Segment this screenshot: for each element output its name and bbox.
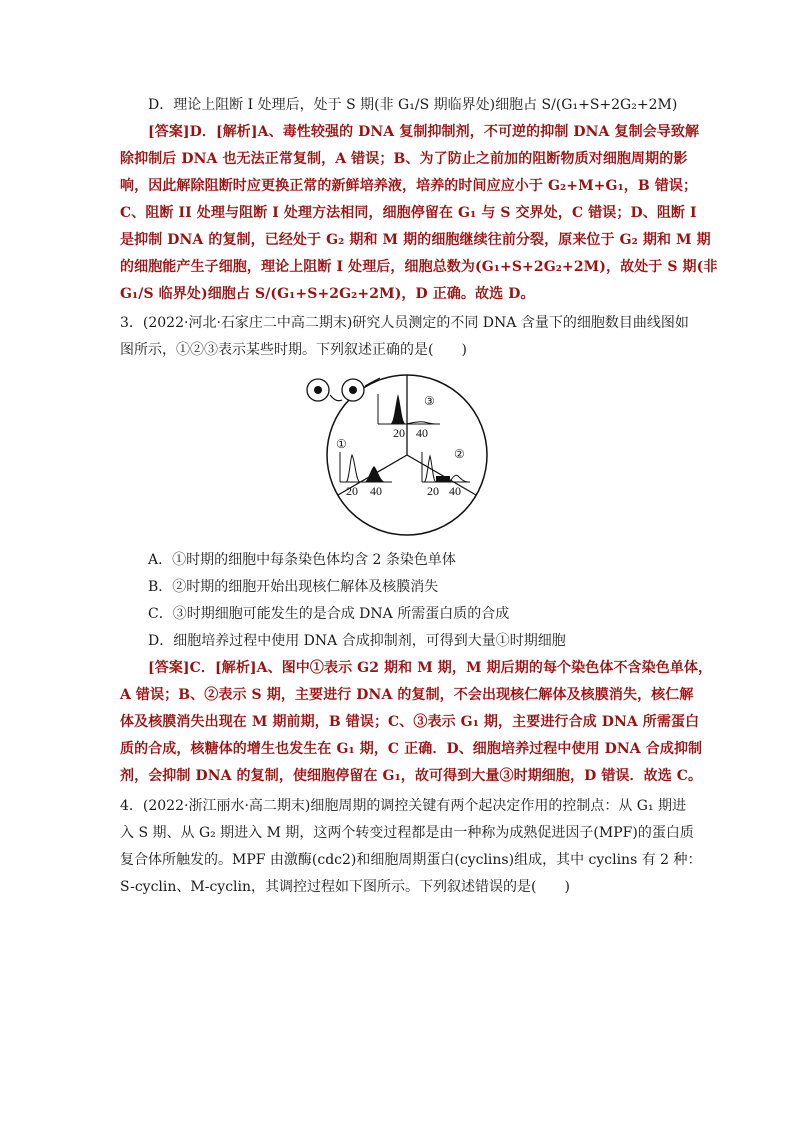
answer-line: C、阻断 II 处理与阻断 I 处理方法相同，细胞停留在 G₁ 与 S 交界处，C 错误；D、阻断 I	[120, 205, 697, 221]
answer-line: 是抑制 DNA 的复制，已经处于 G₂ 期和 M 期的细胞继续往前分裂，原来位于 G₂ 期和 M 期	[120, 232, 711, 248]
option-a: A．①时期的细胞中每条染色体均含 2 条染色单体	[148, 552, 456, 568]
question-4-stem: S-cyclin、M-cyclin，其调控过程如下图所示。下列叙述错误的是( )	[120, 879, 570, 895]
answer-line: 体及核膜消失出现在 M 期前期，B 错误；C、③表示 G₁ 期，主要进行合成 DNA 所需蛋白	[120, 714, 700, 730]
option-d: D．细胞培养过程中使用 DNA 合成抑制剂，可得到大量①时期细胞	[148, 633, 566, 649]
option-b: B．②时期的细胞开始出现核仁解体及核膜消失	[148, 579, 439, 595]
answer-line: 除抑制后 DNA 也无法正常复制，A 错误；B、为了防止之前加的阻断物质对细胞周期的影	[120, 151, 688, 167]
connector-line	[330, 395, 342, 401]
answer-line: 质的合成，核糖体的增生也发生在 G₁ 期，C 正确．D、细胞培养过程中使用 DNA 合成抑制	[120, 741, 703, 757]
question-4-stem: 4．(2022·浙江丽水·高二期末)细胞周期的调控关键有两个起决定作用的控制点：从 G₁ 期进	[120, 798, 687, 814]
question-3-stem: 3．(2022·河北·石家庄二中高二期末)研究人员测定的不同 DNA 含量下的细胞数目曲线图如	[120, 315, 689, 331]
option-c: C．③时期细胞可能发生的是合成 DNA 所需蛋白质的合成	[148, 606, 510, 622]
answer-line: 剂，会抑制 DNA 的复制，使细胞停留在 G₁，故可得到大量③时期细胞，D 错误．故选 C。	[120, 768, 703, 784]
tick-20: 20	[393, 426, 405, 440]
question-4-stem: 复合体所触发的。MPF 由激酶(cdc2)和细胞周期蛋白(cyclins)组成，其中 cyclins 有 2 种：	[120, 852, 702, 868]
tick-40: 40	[416, 426, 428, 440]
answer-line: [答案]C．[解析]A、图中①表示 G2 期和 M 期，M 期后期的每个染色体不含染色单体，	[148, 660, 713, 676]
label-1: ①	[336, 437, 347, 451]
option-d-prev: D．理论上阻断 I 处理后，处于 S 期(非 G₁/S 期临界处)细胞占 S/(G₁+S+2G₂+2M)	[148, 97, 678, 113]
question-3-stem: 图所示，①②③表示某些时期。下列叙述正确的是( )	[120, 342, 467, 358]
label-3: ③	[424, 394, 435, 408]
answer-line: 响，因此解除阻断时应更换正常的新鲜培养液，培养的时间应应小于 G₂+M+G₁，B 错误；	[120, 178, 698, 194]
answer-line: A 错误；B、②表示 S 期，主要进行 DNA 的复制，不会出现核仁解体及核膜消失，核仁解	[120, 687, 694, 703]
cell-cycle-pie-figure	[0, 0, 794, 560]
nucleus-icon	[349, 386, 357, 394]
tick-20: 20	[427, 484, 439, 498]
s-phase-block	[436, 476, 450, 482]
label-2: ②	[454, 447, 465, 461]
question-4-stem: 入 S 期、从 G₂ 期进入 M 期，这两个转变过程都是由一种称为成熟促进因子(MPF)的蛋白质	[120, 825, 694, 841]
tick-40: 40	[370, 484, 382, 498]
tick-20: 20	[346, 484, 358, 498]
answer-line: G₁/S 临界处)细胞占 S/(G₁+S+2G₂+2M)，D 正确。故选 D。	[120, 286, 535, 302]
nucleus-icon	[314, 386, 322, 394]
tick-40: 40	[449, 484, 461, 498]
answer-line: 的细胞能产生子细胞，理论上阻断 I 处理后，细胞总数为(G₁+S+2G₂+2M)，故处于 S 期(非	[120, 259, 718, 275]
answer-line: [答案]D．[解析]A、毒性较强的 DNA 复制抑制剂，不可逆的抑制 DNA 复制会导致解	[148, 124, 700, 140]
